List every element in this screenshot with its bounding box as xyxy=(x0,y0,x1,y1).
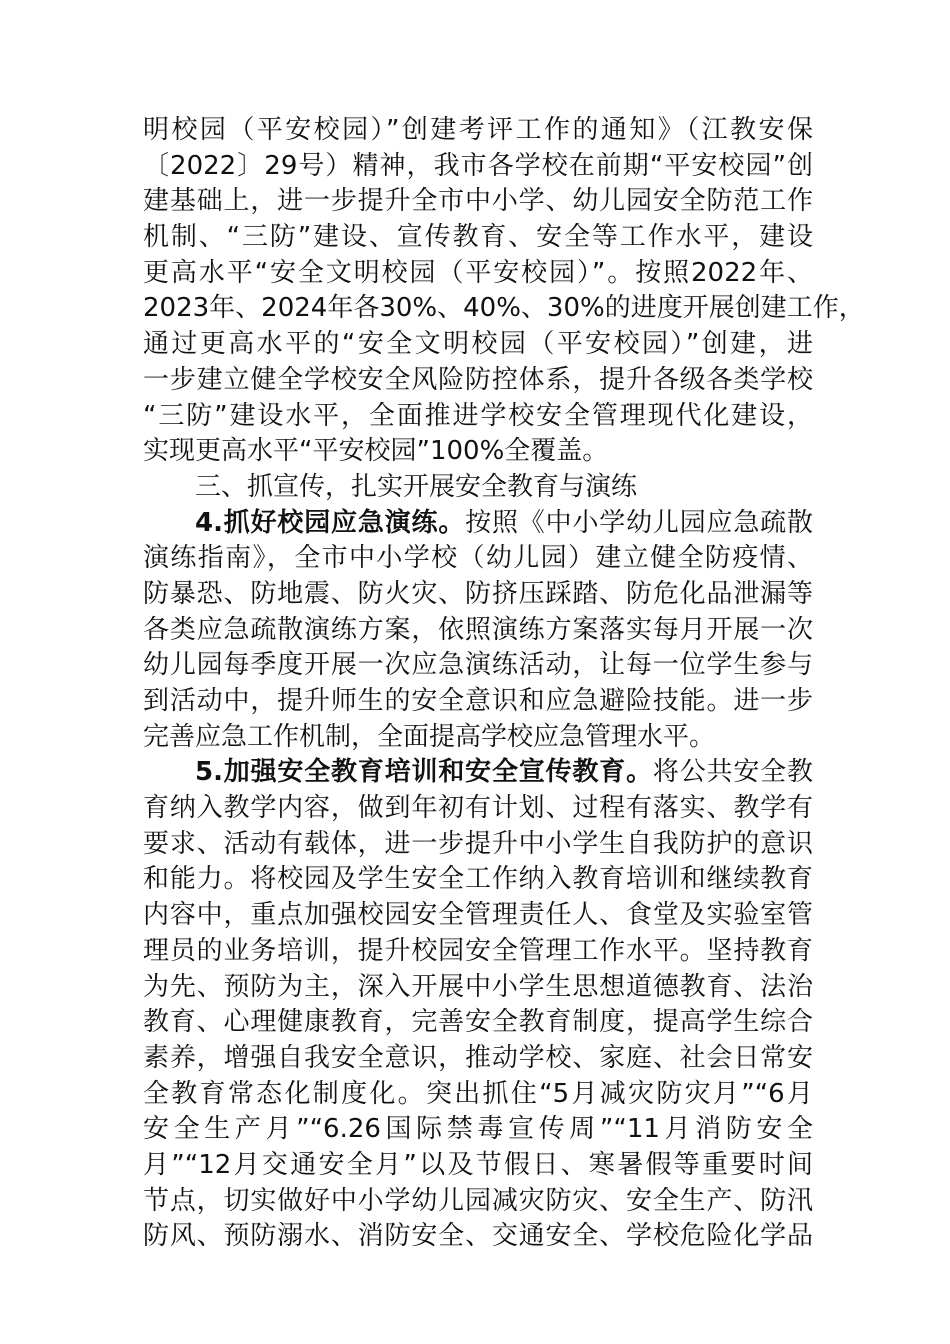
item4-first-line-text: 按照《中小学幼儿园应急疏散 xyxy=(465,507,813,538)
text-line: 月”“12月交通安全月”以及节假日、寒暑假等重要时间 xyxy=(143,1149,813,1180)
text-line: 通过更高水平的“安全文明校园（平安校园）”创建，进 xyxy=(143,329,813,360)
item4-first-line xyxy=(143,506,813,542)
section-heading: 三、抓宣传，扎实开展安全教育与演练 xyxy=(195,471,638,502)
text-line: 2023年、2024年各30%、40%、30%的进度开展创建工作， xyxy=(143,293,865,324)
text-line: 实现更高水平“平安校园”100%全覆盖。 xyxy=(143,436,609,467)
text-line: 和能力。将校园及学生安全工作纳入教育培训和继续教育 xyxy=(143,864,813,895)
text-line: 素养，增强自我安全意识，推动学校、家庭、社会日常安 xyxy=(143,1042,813,1073)
document-body xyxy=(143,113,865,1255)
text-line: 全教育常态化制度化。突出抓住“5月减灾防灾月”“6月 xyxy=(143,1078,813,1109)
item4-heading: 4.抓好校园应急演练。 xyxy=(195,507,466,538)
text-line: 防风、预防溺水、消防安全、交通安全、学校危险化学品 xyxy=(143,1221,813,1252)
paragraph-item4 xyxy=(143,541,813,755)
paragraph-intro xyxy=(143,113,865,470)
text-line: 要求、活动有载体，进一步提升中小学生自我防护的意识 xyxy=(143,828,813,859)
text-line: 明校园（平安校园）”创建考评工作的通知》（江教安保 xyxy=(143,115,813,145)
text-line: 教育、心理健康教育，完善安全教育制度，提高学生综合 xyxy=(143,1007,813,1038)
text-line: 〔2022〕29号）精神，我市各学校在前期“平安校园”创 xyxy=(143,150,813,181)
text-line: 理员的业务培训，提升校园安全管理工作水平。坚持教育 xyxy=(143,935,813,966)
text-line: 机制、“三防”建设、宣传教育、安全等工作水平，建设 xyxy=(143,222,813,253)
item5-first-line-text: 将公共安全教 xyxy=(652,757,813,788)
text-line: 建基础上，进一步提升全市中小学、幼儿园安全防范工作 xyxy=(143,186,813,217)
text-line: 为先、预防为主，深入开展中小学生思想道德教育、法治 xyxy=(143,971,813,1002)
text-line: 更高水平“安全文明校园（平安校园）”。按照2022年、 xyxy=(143,257,813,288)
item5-heading: 5.加强安全教育培训和安全宣传教育。 xyxy=(195,757,653,788)
text-line: “三防”建设水平，全面推进学校安全管理现代化建设， xyxy=(143,400,813,431)
text-line: 内容中，重点加强校园安全管理责任人、食堂及实验室管 xyxy=(143,900,813,931)
paragraph-item5 xyxy=(143,791,813,1255)
text-line: 安全生产月”“6.26国际禁毒宣传周”“11月消防安全 xyxy=(143,1114,813,1145)
text-line: 育纳入教学内容，做到年初有计划、过程有落实、教学有 xyxy=(143,793,813,824)
text-line: 各类应急疏散演练方案，依照演练方案落实每月开展一次 xyxy=(143,614,813,645)
text-line: 幼儿园每季度开展一次应急演练活动，让每一位学生参与 xyxy=(143,650,813,681)
text-line: 节点，切实做好中小学幼儿园减灾防灾、安全生产、防汛 xyxy=(143,1185,813,1216)
text-line: 完善应急工作机制，全面提高学校应急管理水平。 xyxy=(143,721,716,752)
text-line: 防暴恐、防地震、防火灾、防挤压踩踏、防危化品泄漏等 xyxy=(143,578,813,609)
text-line: 演练指南》，全市中小学校（幼儿园）建立健全防疫情、 xyxy=(143,543,813,574)
text-line: 到活动中，提升师生的安全意识和应急避险技能。进一步 xyxy=(143,686,813,716)
item5-first-line xyxy=(143,755,813,791)
text-line: 一步建立健全学校安全风险防控体系，提升各级各类学校 xyxy=(143,364,813,395)
